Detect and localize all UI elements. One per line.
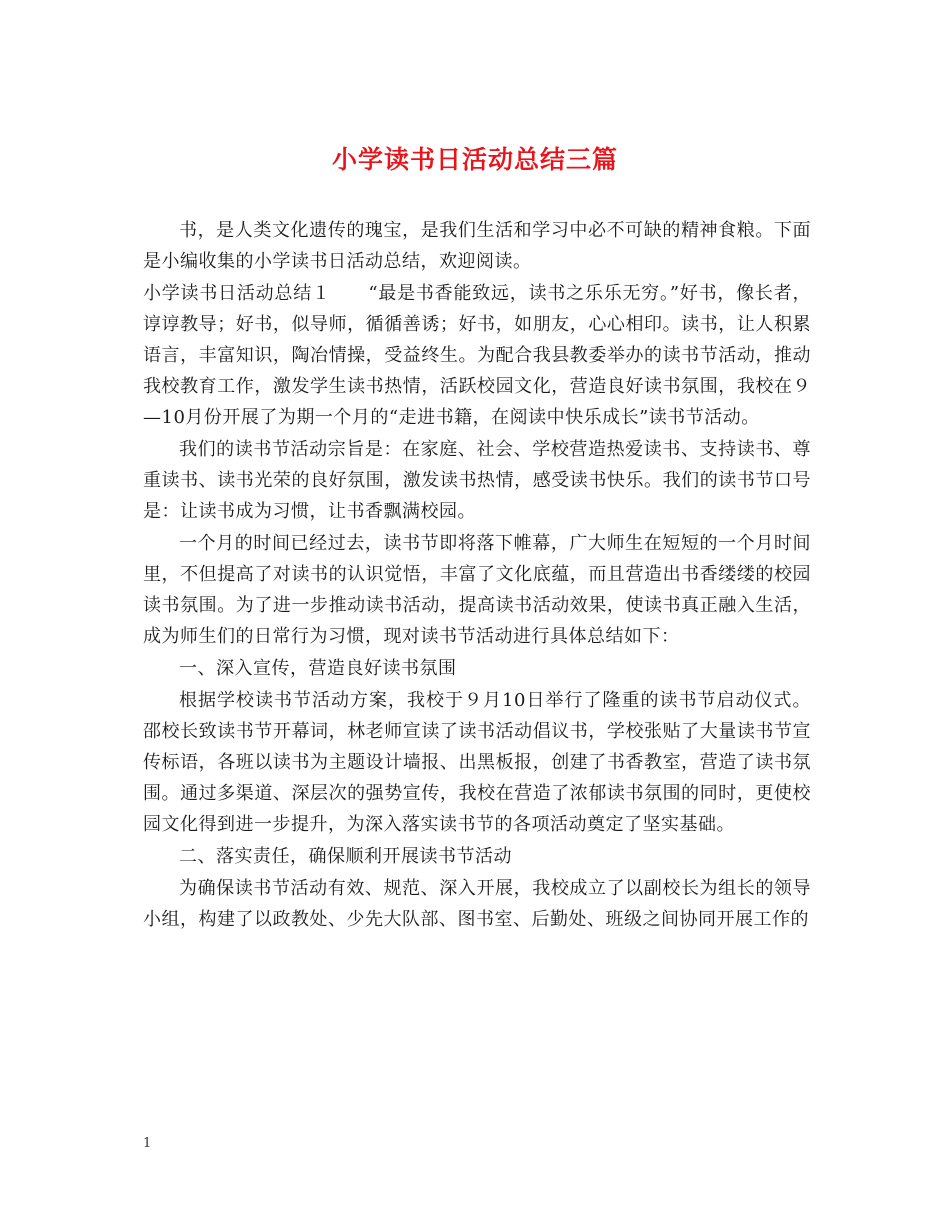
document-title: 小学读书日活动总结三篇 [331, 145, 618, 174]
paragraph-purpose: 我们的读书节活动宗旨是：在家庭、社会、学校营造热爱读书、支持读书、尊重读书、读书光荣的良好氛围，激发读书热情，感受读书快乐。我们的读书节口号是：让读书成为习惯，让书香飘满校园。 [143, 439, 811, 522]
section-heading-2: 二、落实责任，确保顺利开展读书节活动 [179, 846, 512, 867]
section-heading-1: 一、深入宣传，营造良好读书氛围 [179, 658, 457, 679]
paragraph-overview: 一个月的时间已经过去，读书节即将落下帷幕，广大师生在短短的一个月时间里，不但提高了对读书的认识觉悟，丰富了文化底蕴，而且营造出书香缕缕的校园读书氛围。为了进一步推动读书活动，提高读书活动效果，使读书真正融入生活，成为师生们的日常行为习惯，现对读书节活动进行具体总结如下： [143, 533, 811, 647]
paragraph-section-1: 根据学校读书节活动方案，我校于９月10日举行了隆重的读书节启动仪式。邵校长致读书节开幕词，林老师宣读了读书活动倡议书，学校张贴了大量读书节宣传标语，各班以读书为主题设计墙报、出黑板报，创建了书香教室，营造了读书氛围。通过多渠道、深层次的强势宣传，我校在营造了浓郁读书氛围的同时，更使校园文化得到进一步提升，为深入落实读书节的各项活动奠定了坚实基础。 [143, 690, 811, 835]
page-number: 1 [143, 1136, 152, 1151]
paragraph-intro: 书，是人类文化遗传的瑰宝，是我们生活和学习中必不可缺的精神食粮。下面是小编收集的小学读书日活动总结，欢迎阅读。 [143, 220, 811, 272]
paragraph-section-2: 为确保读书节活动有效、规范、深入开展，我校成立了以副校长为组长的领导小组，构建了以政教处、少先大队部、图书室、后勤处、班级之间协同开展工作的 [143, 878, 811, 930]
document-body [143, 215, 811, 936]
paragraph-summary-1: 小学读书日活动总结１ “最是书香能致远，读书之乐乐无穷。”好书，像长者，谆谆教导；好书，似导师，循循善诱；好书，如朋友，心心相印。读书，让人积累语言，丰富知识，陶冶情操，受益终生。为配合我县教委举办的读书节活动，推动我校教育工作，激发学生读书热情，活跃校园文化，营造良好读书氛围，我校在９—10月份开展了为期一个月的“走进书籍，在阅读中快乐成长”读书节活动。 [143, 283, 811, 428]
